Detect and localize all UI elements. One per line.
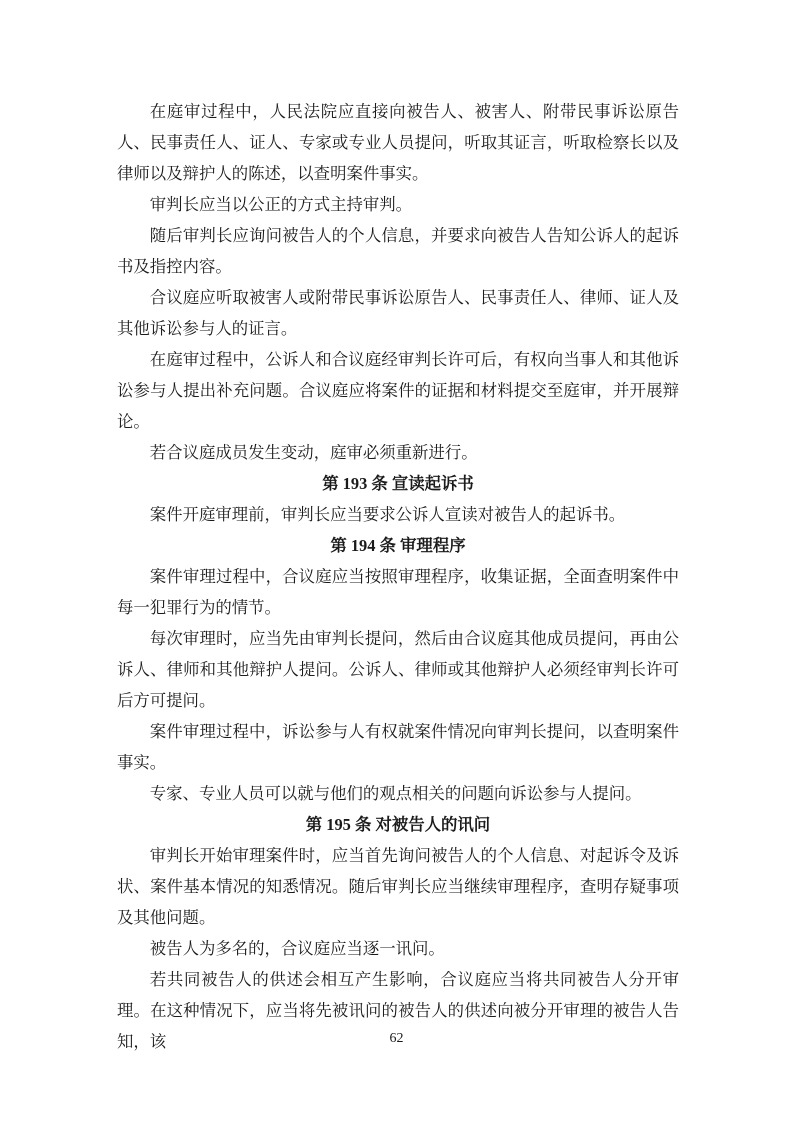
article-heading-195: 第 195 条 对被告人的讯问 bbox=[305, 815, 491, 834]
article-heading-193: 第 193 条 宣读起诉书 bbox=[322, 474, 474, 493]
document-body bbox=[117, 96, 679, 1057]
paragraph-multiple-defendants: 被告人为多名的，合议庭应当逐一讯问。 bbox=[149, 939, 445, 958]
paragraph-participants-questions: 案件审理过程中，诉讼参与人有权就案件情况向审判长提问，以查明案件事实。 bbox=[117, 722, 679, 772]
paragraph-expert-questions: 专家、专业人员可以就与他们的观点相关的问题向诉讼参与人提问。 bbox=[149, 784, 642, 803]
paragraph-panel-hears-testimony: 合议庭应听取被害人或附带民事诉讼原告人、民事责任人、律师、证人及其他诉讼参与人的证言。 bbox=[117, 288, 679, 338]
paragraph-defendant-interrogation: 审判长开始审理案件时，应当首先询问被告人的个人信息、对起诉令及诉状、案件基本情况的知悉情况。随后审判长应当继续审理程序，查明存疑事项及其他问题。 bbox=[117, 846, 679, 927]
page-number: 62 bbox=[389, 1031, 404, 1046]
paragraph-presiding-judge-fair: 审判长应当以公正的方式主持审判。 bbox=[149, 195, 413, 214]
paragraph-trial-procedure: 案件审理过程中，合议庭应当按照审理程序，收集证据，全面查明案件中每一犯罪行为的情节。 bbox=[117, 567, 679, 617]
paragraph-panel-member-change: 若合议庭成员发生变动，庭审必须重新进行。 bbox=[149, 443, 478, 462]
paragraph-read-indictment: 案件开庭审理前，审判长应当要求公诉人宣读对被告人的起诉书。 bbox=[149, 505, 626, 524]
paragraph-separate-trials: 若共同被告人的供述会相互产生影响，合议庭应当将共同被告人分开审理。在这种情况下，应当将先被讯问的被告人的供述向被分开审理的被告人告知，该 bbox=[117, 970, 679, 1051]
paragraph-supplementary-questions: 在庭审过程中，公诉人和合议庭经审判长许可后，有权向当事人和其他诉讼参与人提出补充问题。合议庭应将案件的证据和材料提交至庭审，并开展辩论。 bbox=[117, 350, 679, 431]
paragraph-personal-info-inquiry: 随后审判长应询问被告人的个人信息，并要求向被告人告知公诉人的起诉书及指控内容。 bbox=[117, 226, 679, 276]
paragraph-trial-questioning: 在庭审过程中，人民法院应直接向被告人、被害人、附带民事诉讼原告人、民事责任人、证人、专家或专业人员提问，听取其证言，听取检察长以及律师以及辩护人的陈述，以查明案件事实。 bbox=[117, 102, 679, 183]
paragraph-questioning-order: 每次审理时，应当先由审判长提问，然后由合议庭其他成员提问，再由公诉人、律师和其他辩护人提问。公诉人、律师或其他辩护人必须经审判长许可后方可提问。 bbox=[117, 629, 679, 710]
article-heading-194: 第 194 条 审理程序 bbox=[330, 536, 466, 555]
